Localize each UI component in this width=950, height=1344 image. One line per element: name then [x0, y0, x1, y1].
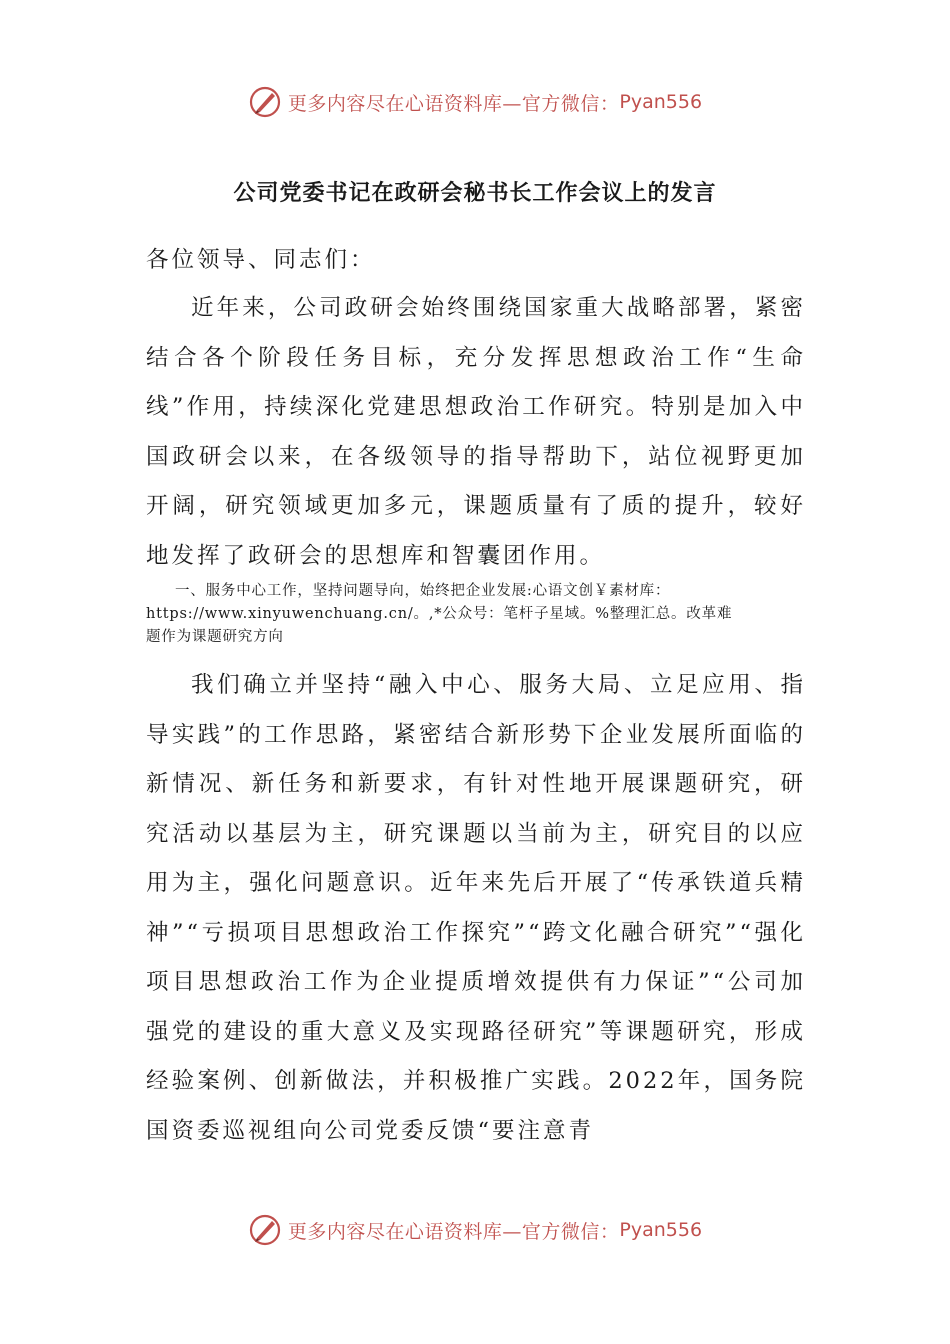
section-heading-line3: 题作为课题研究方向 — [146, 629, 284, 645]
pen-logo-icon — [248, 1213, 282, 1247]
section-heading — [146, 580, 806, 649]
section-heading-line1: 一、服务中心工作，坚持问题导向，始终把企业发展:心语文创￥素材库： — [175, 583, 671, 599]
banner-wechat-id: Pyan556 — [619, 91, 703, 113]
banner-text: 更多内容尽在心语资料库—官方微信： — [287, 92, 620, 115]
footer-banner — [0, 1210, 950, 1250]
paragraph-intro: 近年来，公司政研会始终围绕国家重大战略部署，紧密结合各个阶段任务目标，充分发挥思想政治工作“生命线”作用，持续深化党建思想政治工作研究。特别是加入中国政研会以来，在各级领导的指导帮助下，站位视野更加开阔，研究领域更加多元，课题质量有了质的提升，较好地发挥了政研会的思想库和智囊团作用。 — [146, 295, 806, 569]
salutation: 各位领导、同志们： — [146, 247, 376, 273]
section-heading-line2: https://www.xinyuwenchuang.cn/。,*公众号：笔杆子星域。%整理汇总。改革难 — [146, 606, 733, 622]
header-banner — [0, 82, 950, 122]
pen-logo-icon — [248, 85, 282, 119]
banner-wechat-id: Pyan556 — [619, 1219, 703, 1241]
banner-text: 更多内容尽在心语资料库—官方微信： — [287, 1220, 620, 1243]
document-title: 公司党委书记在政研会秘书长工作会议上的发言 — [233, 181, 717, 206]
paragraph-research: 我们确立并坚持“融入中心、服务大局、立足应用、指导实践”的工作思路，紧密结合新形势下企业发展所面临的新情况、新任务和新要求，有针对性地开展课题研究，研究活动以基层为主，研究课题以当前为主，研究目的以应用为主，强化问题意识。近年来先后开展了“传承铁道兵精神”“亏损项目思想政治工作探究”“跨文化融合研究”“强化项目思想政治工作为企业提质增效提供有力保证”“公司加强党的建设的重大意义及实现路径研究”等课题研究，形成经验案例、创新做法，并积极推广实践。2022年，国务院国资委巡视组向公司党委反馈“要注意青 — [146, 672, 806, 1144]
